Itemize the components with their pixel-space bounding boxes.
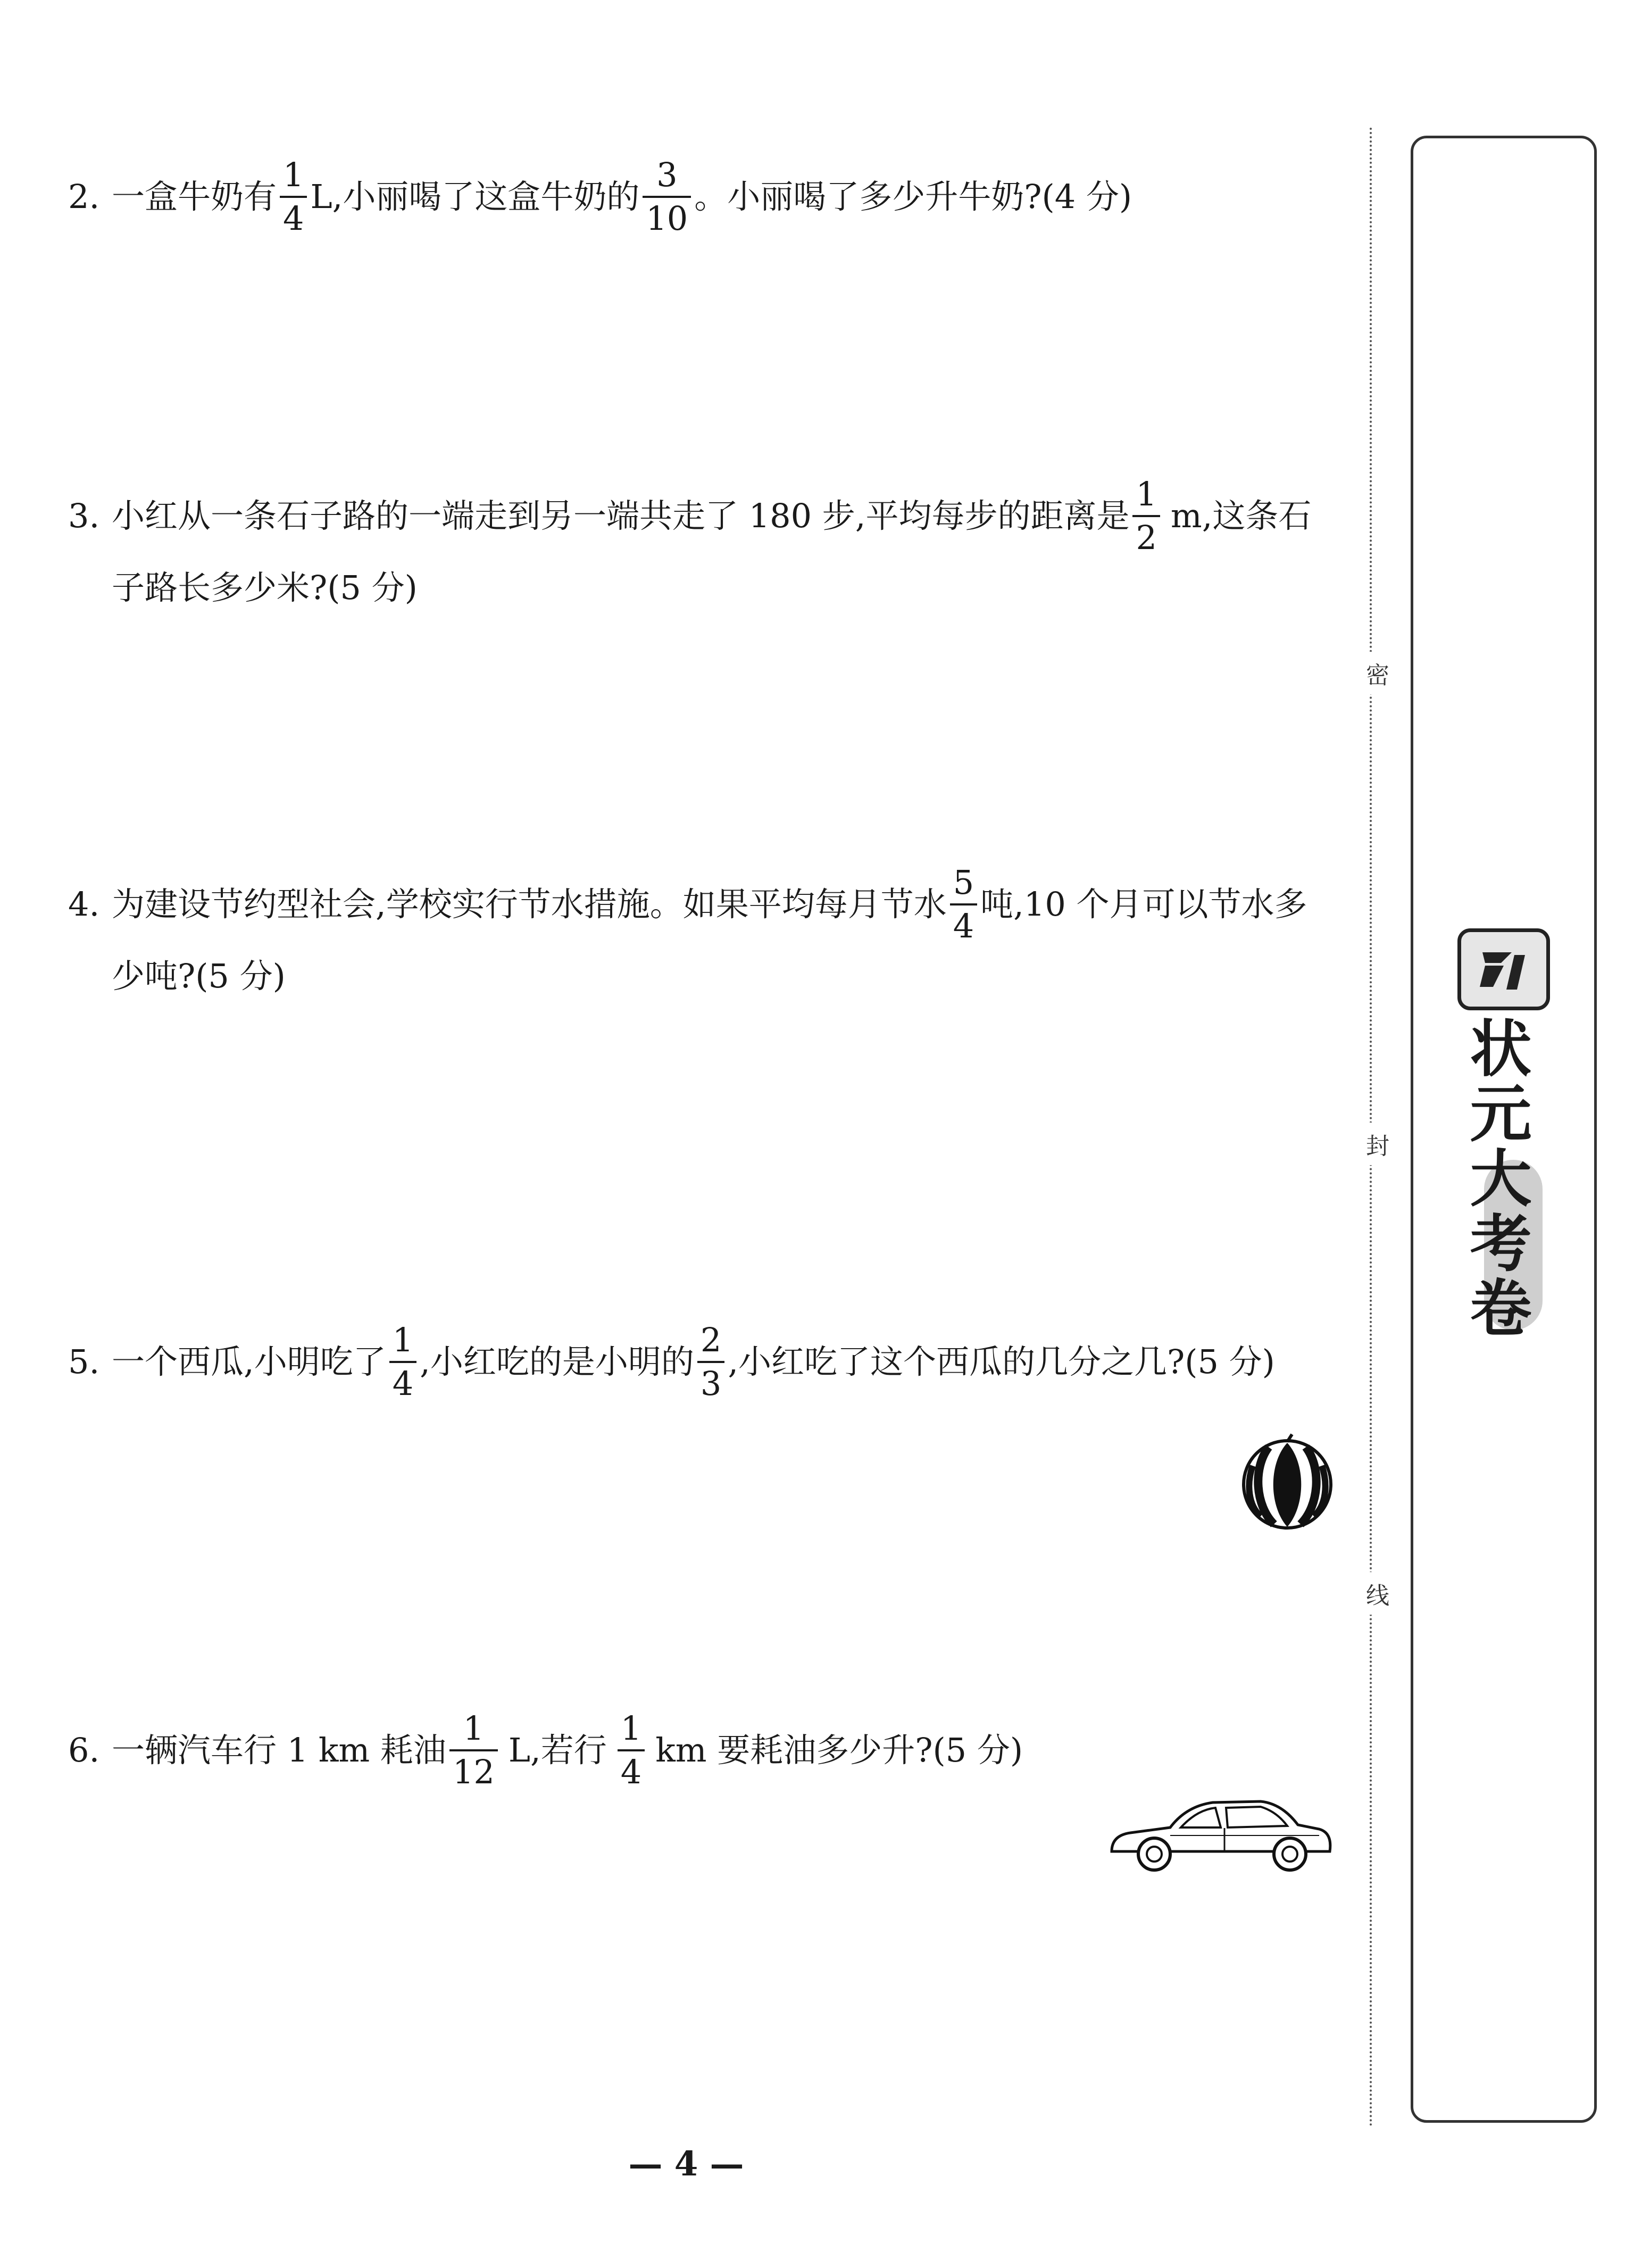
question-number: 5. [68, 1342, 100, 1381]
fraction: $\frac{5}{4}$ [950, 866, 977, 943]
question-5 [68, 1319, 1345, 1405]
seal-mark-xian: 线 [1366, 1572, 1379, 1615]
question-text: m,这条石 [1170, 496, 1312, 535]
publisher-logo-icon [1457, 928, 1550, 1010]
question-text: 为建设节约型社会,学校实行节水措施。如果平均每月节水 [112, 885, 947, 924]
question-4 [68, 862, 1345, 995]
question-text: ,小红吃的是小明的 [420, 1342, 694, 1381]
question-text: km 要耗油多少升?(5 分) [655, 1731, 1023, 1769]
car-icon [1106, 1793, 1335, 1878]
question-text: 子路长多少米?(5 分) [112, 568, 418, 607]
question-text: 一个西瓜,小明吃了 [112, 1342, 386, 1381]
fraction: $\frac{1}{2}$ [1132, 478, 1160, 554]
question-text: L,若行 [508, 1731, 607, 1769]
fraction: $\frac{1}{4}$ [280, 159, 307, 235]
question-2 [68, 154, 1345, 239]
question-number: 6. [68, 1731, 100, 1769]
page-number: — 4 — [628, 2144, 744, 2184]
question-text: L,小丽喝了这盒牛奶的 [310, 177, 640, 216]
question-text: 一盒牛奶有 [112, 177, 277, 216]
question-text: 一辆汽车行 1 km 耗油 [112, 1731, 446, 1769]
brand-title: 状元大考卷 [1460, 1016, 1531, 1341]
question-3 [68, 473, 1345, 607]
question-text: ,小红吃了这个西瓜的几分之几?(5 分) [728, 1342, 1275, 1381]
question-number: 3. [68, 496, 100, 535]
question-text: 。小丽喝了多少升牛奶?(4 分) [694, 177, 1132, 216]
question-number: 2. [68, 177, 100, 216]
question-number: 4. [68, 885, 100, 924]
question-text: 少吨?(5 分) [112, 957, 286, 995]
question-text: 吨,10 个月可以节水多 [980, 885, 1307, 924]
fraction: $\frac{2}{3}$ [697, 1324, 724, 1400]
question-text: 小红从一条石子路的一端走到另一端共走了 180 步,平均每步的距离是 [112, 496, 1130, 535]
seal-mark-feng: 封 [1366, 1123, 1379, 1165]
question-6 [68, 1708, 1345, 1793]
fraction: $\frac{1}{4}$ [389, 1324, 416, 1400]
watermelon-icon [1237, 1431, 1338, 1532]
fraction: $\frac{1}{4}$ [618, 1712, 645, 1789]
fraction: $\frac{3}{10}$ [643, 159, 691, 235]
seal-mark-mi: 密 [1366, 652, 1379, 694]
fraction: $\frac{1}{12}$ [449, 1712, 498, 1789]
